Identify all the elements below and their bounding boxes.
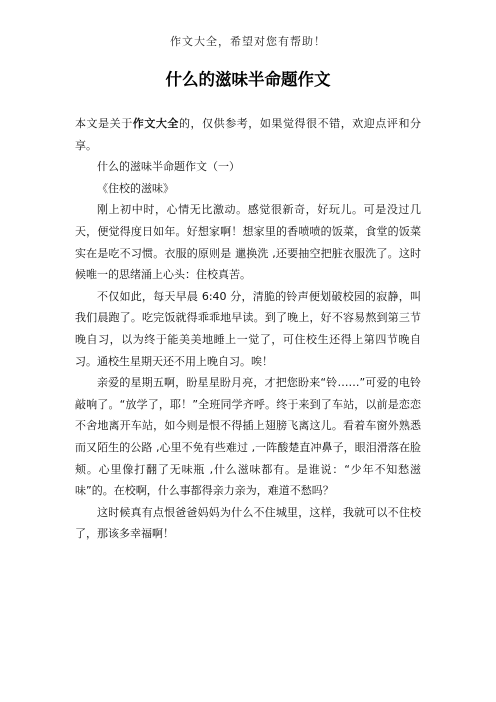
body-paragraph: 不仅如此，每天早晨 6:40 分，清脆的铃声便划破校园的寂静，叫我们晨跑了。吃完饭就得乖乖地早读。到了晚上，好不容易熬到第三节晚自习，以为终于能美美地睡上一觉了，可住校生还得上第四节晚自习。通校生星期天还不用上晚自习。唉！ [75, 289, 421, 368]
intro-text-start: 本文是关于 [75, 117, 133, 130]
essay-title: 《住校的滋味》 [97, 181, 174, 195]
body-paragraph: 刚上初中时，心情无比激动。感觉很新奇，好玩儿。可是没过几天，便觉得度日如年。好想家啊！想家里的香喷喷的饭菜，食堂的饭菜实在是吃不习惯。衣服的原则是 邋换洗 ,还要抽空把脏衣服洗了。这时候唯一的思绪涌上心头：住校真苦。 [75, 203, 421, 282]
document-title: 什么的滋味半命题作文 [165, 70, 331, 89]
body-paragraph: 这时候真有点恨爸爸妈妈为什么不住城里，这样，我就可以不住校了，那该多幸福啊！ [75, 505, 421, 541]
section-heading: 什么的滋味半命题作文（一） [97, 160, 240, 174]
intro-text-end: 的，仅供参考，如果觉得很不错，欢迎点评和分享。 [75, 117, 422, 152]
intro-bold-keyword: 作文大全 [132, 117, 179, 130]
body-paragraph: 亲爱的星期五啊，盼星星盼月亮，才把您盼来“铃……”可爱的电铃敲响了。“放学了，耶！”全班同学齐呼。终于来到了车站，以前是恋恋不舍地离开车站，如今则是恨不得插上翅膀飞离这儿。看着车窗外熟悉而又陌生的公路 ,心里不免有些难过 ,一阵酸楚直冲鼻子，眼泪滑落在脸颊。心里像打翻了无味瓶 ,什么滋味都有。是谁说：“少年不知愁滋味”的。在校啊，什么事都得亲力亲为，难道不愁吗？ [75, 376, 421, 498]
document-body [75, 113, 421, 545]
intro-paragraph [75, 113, 421, 156]
page-header: 作文大全，希望对您有帮助！ [170, 35, 326, 48]
